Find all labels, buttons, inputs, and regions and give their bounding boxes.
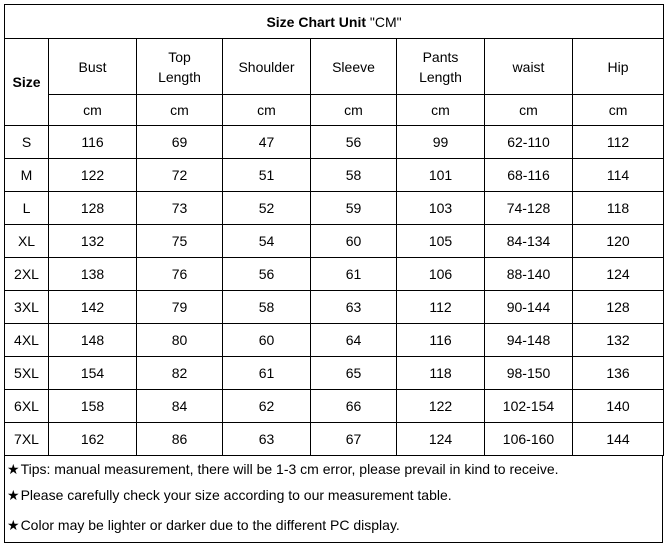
table-cell: 136: [573, 357, 664, 390]
unit-cell: cm: [397, 95, 485, 126]
table-cell: 63: [311, 291, 397, 324]
size-label-cell: XL: [5, 225, 49, 258]
table-cell: 114: [573, 159, 664, 192]
column-header-line: Length: [158, 68, 201, 85]
size-label-cell: 5XL: [5, 357, 49, 390]
table-cell: 148: [49, 324, 137, 357]
table-cell: 106-160: [485, 423, 573, 456]
table-cell: 124: [397, 423, 485, 456]
star-icon: ★: [7, 516, 20, 533]
column-header-line: Length: [419, 68, 462, 85]
table-cell: 75: [137, 225, 223, 258]
column-header-line: Hip: [607, 58, 629, 75]
table-cell: 72: [137, 159, 223, 192]
size-label-cell: M: [5, 159, 49, 192]
table-row: [5, 390, 664, 423]
column-header: [397, 39, 485, 95]
column-header: [49, 39, 137, 95]
table-cell: 56: [223, 258, 311, 291]
table-cell: 63: [223, 423, 311, 456]
table-cell: 154: [49, 357, 137, 390]
table-cell: 58: [223, 291, 311, 324]
table-cell: 56: [311, 126, 397, 159]
table-cell: 82: [137, 357, 223, 390]
column-header: [137, 39, 223, 95]
table-cell: 105: [397, 225, 485, 258]
table-row: [5, 159, 664, 192]
table-cell: 52: [223, 192, 311, 225]
table-cell: 47: [223, 126, 311, 159]
table-row: [5, 423, 664, 456]
size-label-cell: 7XL: [5, 423, 49, 456]
size-column-header: Size: [5, 39, 49, 126]
table-cell: 58: [311, 159, 397, 192]
table-cell: 140: [573, 390, 664, 423]
table-cell: 60: [311, 225, 397, 258]
table-cell: 74-128: [485, 192, 573, 225]
table-row: [5, 126, 664, 159]
table-cell: 103: [397, 192, 485, 225]
chart-title-unit: "CM": [369, 13, 402, 30]
note-line: [5, 508, 662, 542]
table-cell: 118: [397, 357, 485, 390]
table-cell: 99: [397, 126, 485, 159]
chart-title: [5, 5, 664, 39]
table-cell: 62-110: [485, 126, 573, 159]
table-cell: 73: [137, 192, 223, 225]
table-cell: 98-150: [485, 357, 573, 390]
table-cell: 62: [223, 390, 311, 423]
table-cell: 84-134: [485, 225, 573, 258]
table-cell: 88-140: [485, 258, 573, 291]
unit-cell: cm: [49, 95, 137, 126]
column-header-line: waist: [512, 58, 545, 75]
column-header: [485, 39, 573, 95]
table-cell: 116: [397, 324, 485, 357]
table-cell: 162: [49, 423, 137, 456]
unit-cell: cm: [137, 95, 223, 126]
table-cell: 101: [397, 159, 485, 192]
table-cell: 59: [311, 192, 397, 225]
table-cell: 86: [137, 423, 223, 456]
column-header: [223, 39, 311, 95]
table-cell: 106: [397, 258, 485, 291]
table-row: [5, 357, 664, 390]
table-cell: 80: [137, 324, 223, 357]
table-row: [5, 258, 664, 291]
size-chart-table: [4, 4, 664, 456]
unit-cell: cm: [223, 95, 311, 126]
table-cell: 132: [49, 225, 137, 258]
column-header-line: Pants: [422, 48, 459, 65]
table-cell: 102-154: [485, 390, 573, 423]
table-cell: 124: [573, 258, 664, 291]
size-label-cell: 4XL: [5, 324, 49, 357]
table-cell: 90-144: [485, 291, 573, 324]
table-cell: 158: [49, 390, 137, 423]
note-line: [5, 482, 662, 508]
column-header: [311, 39, 397, 95]
table-cell: 84: [137, 390, 223, 423]
table-cell: 79: [137, 291, 223, 324]
table-cell: 60: [223, 324, 311, 357]
table-row: [5, 324, 664, 357]
table-cell: 64: [311, 324, 397, 357]
table-cell: 66: [311, 390, 397, 423]
table-cell: 61: [223, 357, 311, 390]
table-cell: 76: [137, 258, 223, 291]
column-header-line: Shoulder: [238, 58, 295, 75]
column-header-line: Bust: [78, 58, 107, 75]
table-cell: 112: [573, 126, 664, 159]
table-row: [5, 192, 664, 225]
size-label-cell: 6XL: [5, 390, 49, 423]
chart-title-main: Size Chart Unit: [266, 13, 370, 30]
size-label-cell: S: [5, 126, 49, 159]
note-text: Please carefully check your size according to our measurement table.: [20, 487, 452, 503]
column-header-line: Top: [168, 48, 191, 65]
table-cell: 94-148: [485, 324, 573, 357]
table-cell: 69: [137, 126, 223, 159]
size-label-cell: L: [5, 192, 49, 225]
column-header-line: Sleeve: [332, 58, 375, 75]
table-cell: 132: [573, 324, 664, 357]
table-cell: 128: [573, 291, 664, 324]
note-line: [5, 456, 662, 482]
table-cell: 142: [49, 291, 137, 324]
notes-box: [4, 455, 663, 543]
table-cell: 65: [311, 357, 397, 390]
note-text: Tips: manual measurement, there will be 1-3 cm error, please prevail in kind to receive.: [20, 461, 559, 477]
table-cell: 138: [49, 258, 137, 291]
table-cell: 54: [223, 225, 311, 258]
table-cell: 112: [397, 291, 485, 324]
size-chart: [4, 4, 663, 456]
table-row: [5, 225, 664, 258]
table-row: [5, 291, 664, 324]
size-label-cell: 3XL: [5, 291, 49, 324]
table-cell: 51: [223, 159, 311, 192]
table-cell: 67: [311, 423, 397, 456]
table-cell: 118: [573, 192, 664, 225]
column-header: [573, 39, 664, 95]
unit-cell: cm: [485, 95, 573, 126]
unit-cell: cm: [311, 95, 397, 126]
table-cell: 122: [49, 159, 137, 192]
note-text: Color may be lighter or darker due to the different PC display.: [20, 517, 400, 533]
table-cell: 116: [49, 126, 137, 159]
table-cell: 122: [397, 390, 485, 423]
table-cell: 128: [49, 192, 137, 225]
unit-cell: cm: [573, 95, 664, 126]
star-icon: ★: [7, 460, 20, 477]
table-cell: 68-116: [485, 159, 573, 192]
table-cell: 144: [573, 423, 664, 456]
star-icon: ★: [7, 486, 20, 503]
table-cell: 120: [573, 225, 664, 258]
table-cell: 61: [311, 258, 397, 291]
size-label-cell: 2XL: [5, 258, 49, 291]
